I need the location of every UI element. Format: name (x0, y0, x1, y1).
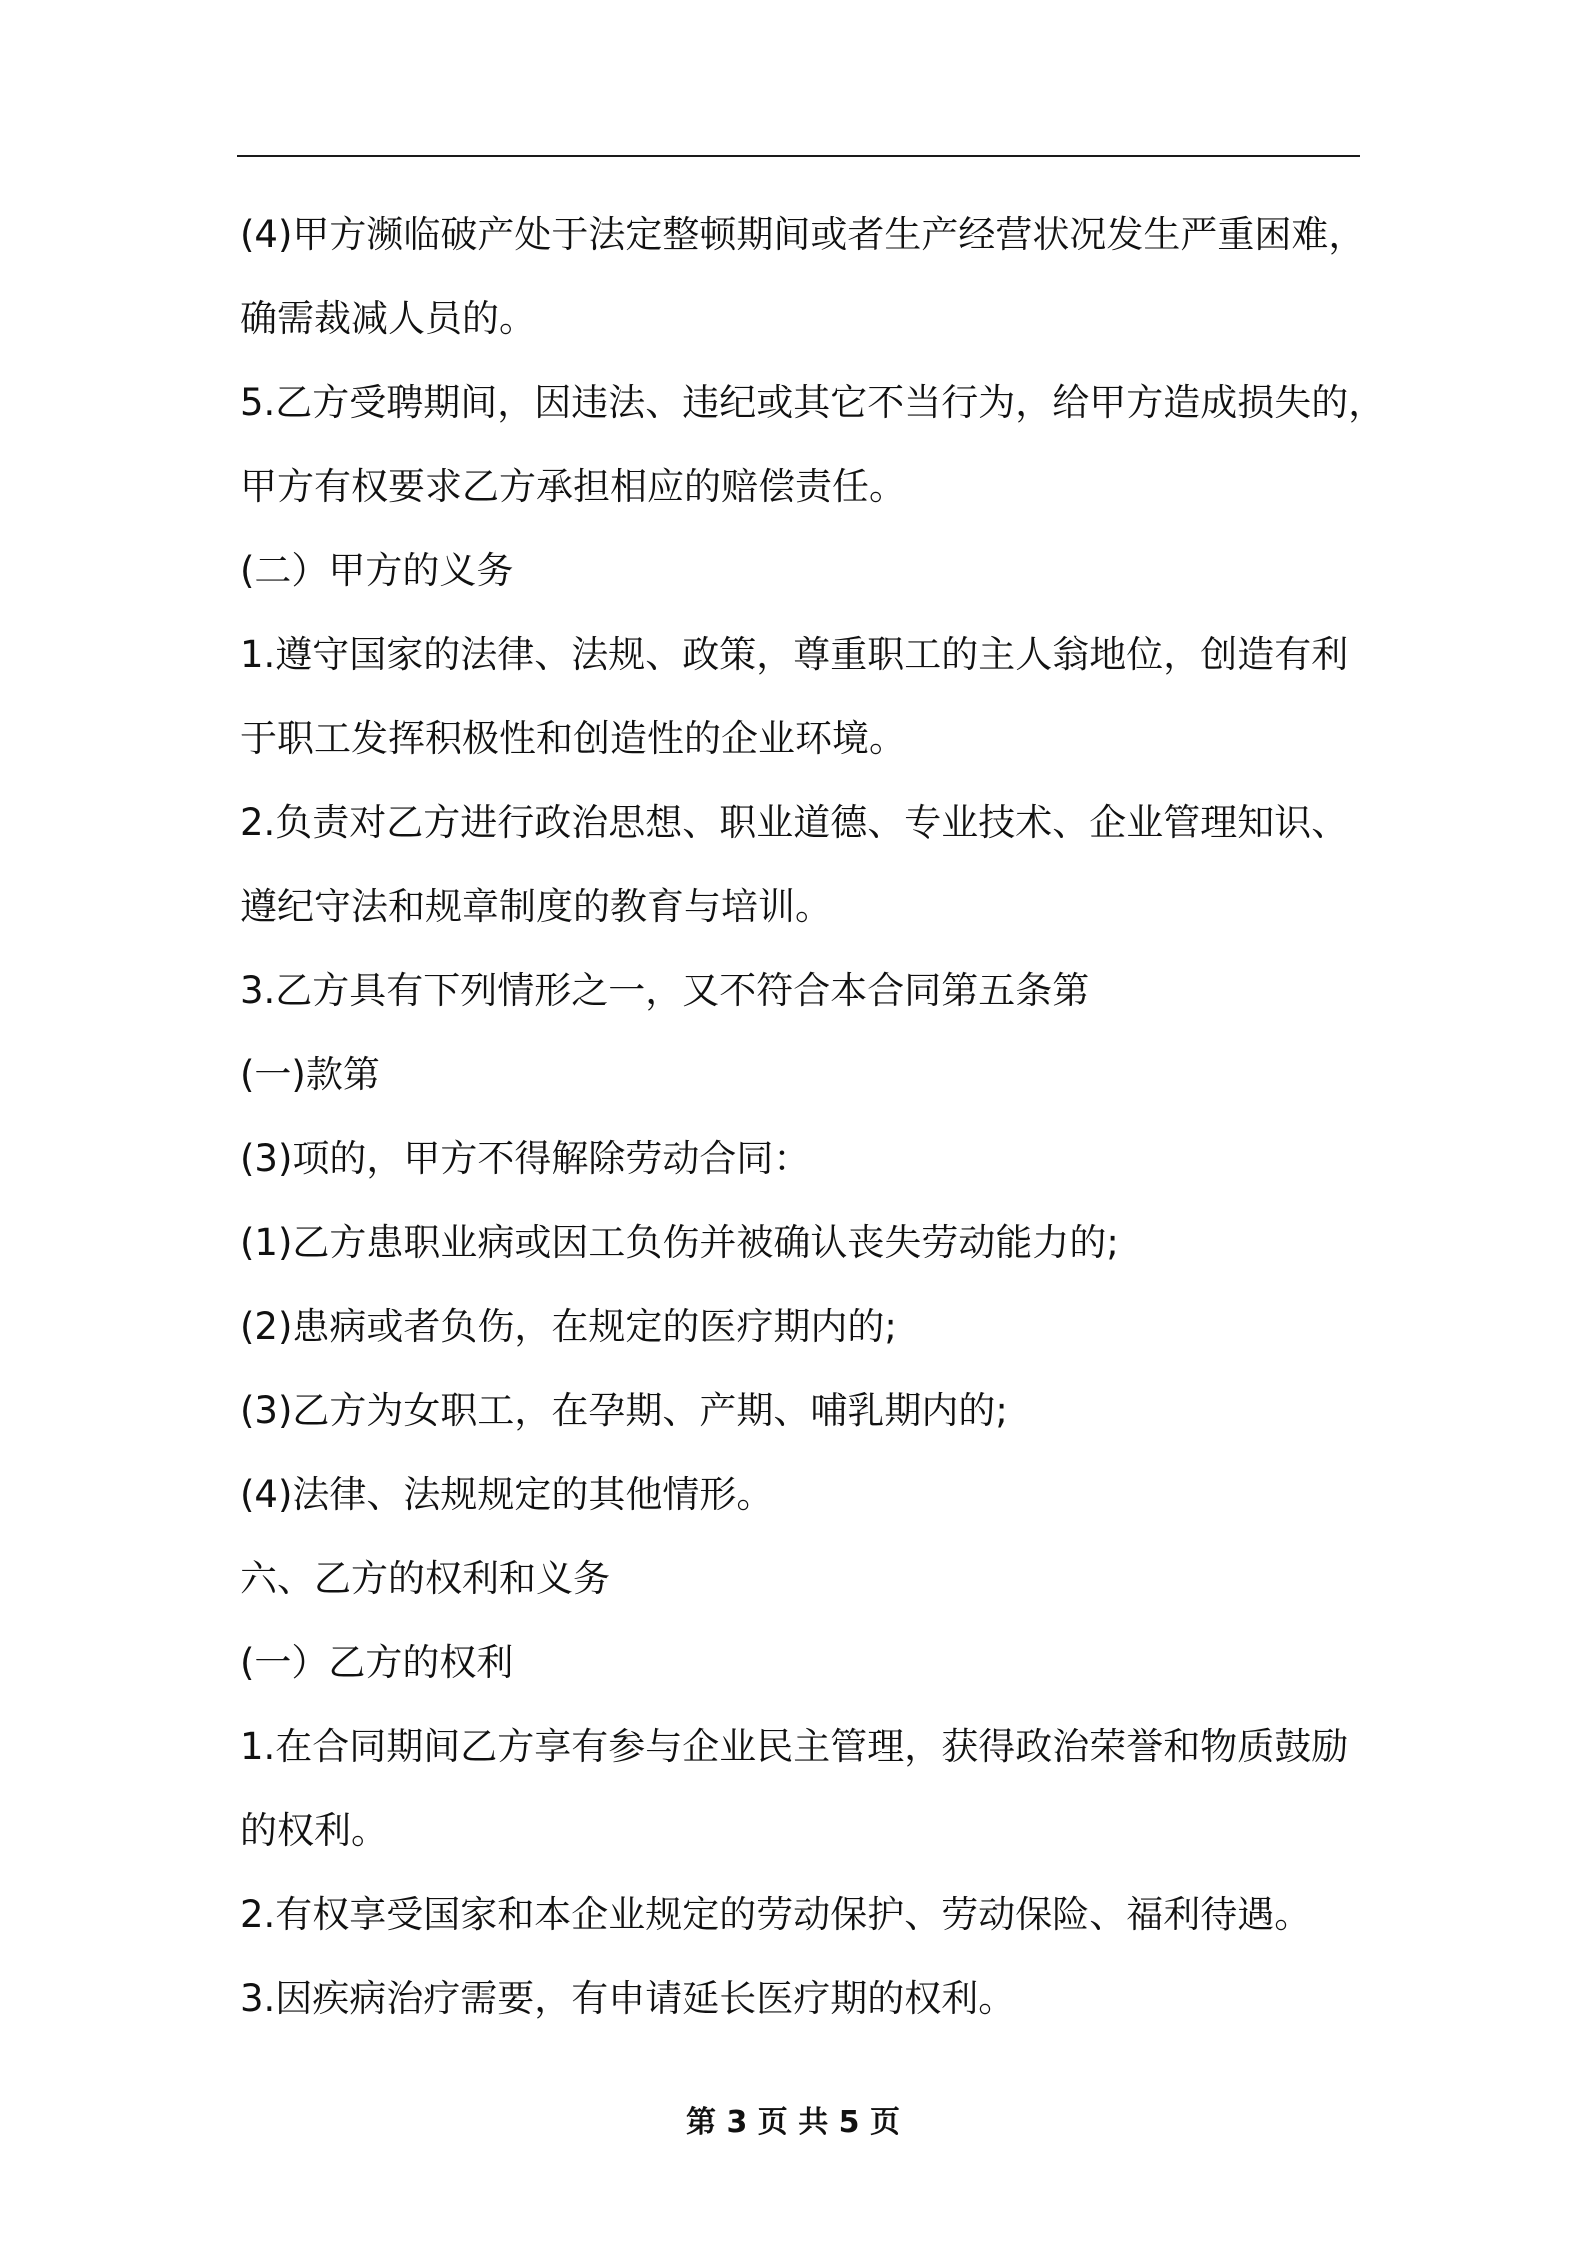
text-line: 的权利。 (240, 1809, 388, 1852)
header-divider (237, 155, 1360, 157)
text-line: (一)款第 (240, 1053, 380, 1096)
text-line: 遵纪守法和规章制度的教育与培训。 (240, 885, 832, 928)
text-line: 3.乙方具有下列情形之一，又不符合本合同第五条第 (240, 969, 1090, 1012)
list-item: (1)乙方患职业病或因工负伤并被确认丧失劳动能力的; (240, 1221, 1119, 1264)
section-heading: 六、乙方的权利和义务 (240, 1557, 610, 1600)
text-line: 于职工发挥积极性和创造性的企业环境。 (240, 717, 906, 760)
text-line: (4)甲方濒临破产处于法定整顿期间或者生产经营状况发生严重困难， (240, 213, 1366, 256)
text-line: 确需裁减人员的。 (240, 297, 536, 340)
section-heading: (二）甲方的义务 (240, 549, 514, 592)
text-line: 3.因疾病治疗需要，有申请延长医疗期的权利。 (240, 1977, 1016, 2020)
list-item: (2)患病或者负伤，在规定的医疗期内的; (240, 1305, 897, 1348)
clause-text (240, 193, 1386, 2041)
text-line: 1.在合同期间乙方享有参与企业民主管理，获得政治荣誉和物质鼓励 (240, 1725, 1349, 1768)
page-number-footer: 第 3 页 共 5 页 (686, 2105, 900, 2140)
text-line: 甲方有权要求乙方承担相应的赔偿责任。 (240, 465, 906, 508)
text-line: (3)项的，甲方不得解除劳动合同： (240, 1137, 811, 1180)
text-line: 5.乙方受聘期间，因违法、违纪或其它不当行为，给甲方造成损失的， (240, 381, 1386, 424)
list-item: (3)乙方为女职工，在孕期、产期、哺乳期内的; (240, 1389, 1008, 1432)
text-line: 1.遵守国家的法律、法规、政策，尊重职工的主人翁地位，创造有利 (240, 633, 1349, 676)
list-item: (4)法律、法规规定的其他情形。 (240, 1473, 774, 1516)
text-line: 2.负责对乙方进行政治思想、职业道德、专业技术、企业管理知识、 (240, 801, 1349, 844)
section-heading: (一）乙方的权利 (240, 1641, 514, 1684)
document-body (240, 193, 1386, 2041)
text-line: 2.有权享受国家和本企业规定的劳动保护、劳动保险、福利待遇。 (240, 1893, 1312, 1936)
